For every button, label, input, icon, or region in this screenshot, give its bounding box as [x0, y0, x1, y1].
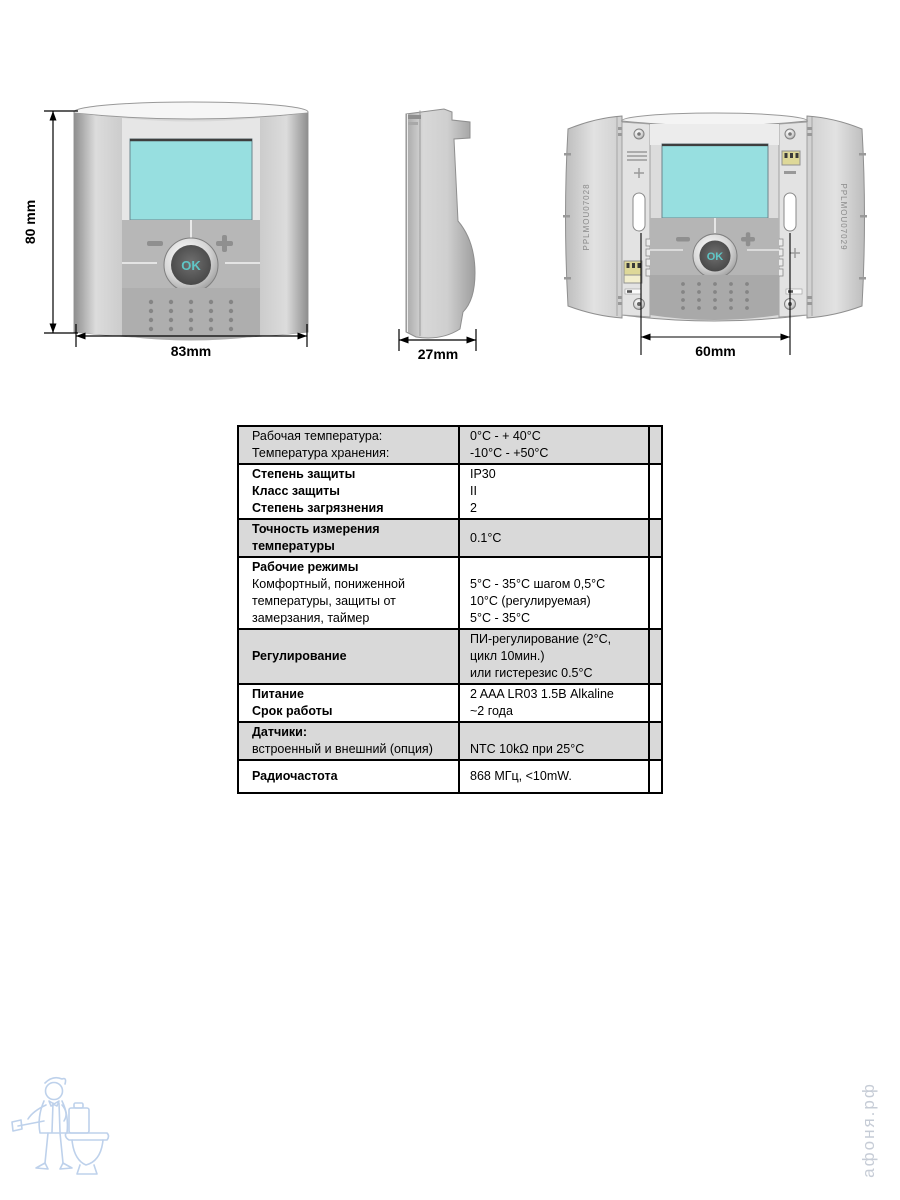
screw-slot	[788, 132, 792, 136]
spec-end-cell	[649, 722, 662, 760]
side-profile	[406, 109, 475, 338]
open-covers-view-drawing	[555, 93, 885, 383]
arrowhead	[50, 111, 57, 121]
polarity-minus-icon	[784, 171, 796, 174]
toilet-bowl	[72, 1140, 103, 1165]
height-dimension-lines	[44, 111, 78, 333]
spec-label-cell: Рабочая температура: Температура хранения:	[238, 426, 459, 464]
label-mark	[627, 290, 632, 293]
spec-value-cell: 0°C - + 40°C -10°C - +50°C	[459, 426, 649, 464]
power-row	[238, 684, 662, 722]
left-side-cap	[74, 113, 122, 336]
arrowhead	[50, 324, 57, 334]
spec-label-cell: Регулирование	[238, 629, 459, 684]
minus-button-icon	[147, 241, 163, 246]
contact-pins	[785, 153, 799, 158]
front-face-top	[650, 124, 779, 145]
spec-end-cell	[649, 557, 662, 629]
watermark-site-text: афоня.рф	[859, 1082, 878, 1178]
spec-end-cell	[649, 426, 662, 464]
latch-detail	[408, 122, 418, 125]
right-side-cap	[260, 113, 308, 336]
minus-button-icon	[676, 237, 690, 242]
spec-label-cell: Радиочастота	[238, 760, 459, 793]
spec-label-cell: Точность измерения температуры	[238, 519, 459, 557]
boots	[36, 1163, 72, 1169]
toilet-seat	[65, 1133, 108, 1140]
arrowhead	[298, 333, 308, 340]
right-cover-wing	[807, 116, 865, 318]
contact-pins	[627, 263, 641, 268]
latch-detail	[408, 115, 421, 119]
protection-row	[238, 464, 662, 519]
spec-end-cell	[649, 629, 662, 684]
lower-face	[122, 288, 260, 341]
mount-dimension-label: 60mm	[695, 343, 736, 359]
spec-value-cell: ПИ-регулирование (2°C, цикл 10мин.) или гистерезис 0.5°C	[459, 629, 649, 684]
right-cover-part-number: PPLMOU07029	[839, 183, 848, 251]
operating-modes-row	[238, 557, 662, 629]
accuracy-row	[238, 519, 662, 557]
arrowhead	[641, 334, 651, 341]
lcd-screen	[130, 139, 252, 220]
spec-value-cell: 0.1°C	[459, 519, 649, 557]
side-view-drawing	[385, 93, 495, 383]
arrowhead	[781, 334, 791, 341]
spec-label-cell: Рабочие режимы Комфортный, пониженной температуры, защиты от замерзания, таймер	[238, 557, 459, 629]
width-dimension-label: 83mm	[170, 343, 212, 359]
spec-table	[237, 425, 663, 794]
spec-label-cell: Датчики: встроенный и внешний (опция)	[238, 722, 459, 760]
ok-button-label: OK	[181, 258, 201, 273]
sensors-row	[238, 722, 662, 760]
lower-face	[650, 275, 779, 320]
ok-button-label: OK	[706, 251, 724, 263]
spec-value-cell: NTC 10kΩ при 25°C	[459, 722, 649, 760]
lcd-screen	[662, 144, 768, 218]
spec-label-cell: Степень защиты Класс защиты Степень загрязнения	[238, 464, 459, 519]
spec-label-cell: Питание Срок работы	[238, 684, 459, 722]
spec-end-cell	[649, 684, 662, 722]
mounting-keyhole	[784, 193, 796, 231]
left-cover-part-number: PPLMOU07028	[582, 183, 591, 251]
arrowhead	[399, 337, 409, 344]
spec-value-cell: 5°C - 35°C шагом 0,5°C 10°C (регулируемая) 5°C - 35°C	[459, 557, 649, 629]
jacket-lapels	[52, 1103, 60, 1132]
front-view-drawing	[20, 93, 320, 383]
depth-dimension-label: 27mm	[417, 346, 459, 362]
arrowhead	[467, 337, 477, 344]
head	[46, 1083, 63, 1100]
arm	[28, 1105, 46, 1119]
screw-slot	[637, 132, 641, 136]
mounting-keyhole	[633, 193, 645, 231]
spec-end-cell	[649, 760, 662, 793]
spec-end-cell	[649, 519, 662, 557]
battery-contact-base	[624, 275, 642, 283]
spec-value-cell: 2 AAA LR03 1.5В Alkaline ~2 года	[459, 684, 649, 722]
legs	[45, 1133, 63, 1163]
left-cover-wing	[566, 116, 623, 318]
flush-button	[74, 1103, 83, 1108]
spec-value-cell: IP30 II 2	[459, 464, 649, 519]
toilet-tank	[69, 1108, 89, 1133]
regulation-row	[238, 629, 662, 684]
temperature-range-row	[238, 426, 662, 464]
bow-tie-icon	[49, 1101, 59, 1106]
spec-end-cell	[649, 464, 662, 519]
height-dimension-label: 80 mm	[22, 199, 38, 245]
spec-value-cell: 868 МГц, <10mW.	[459, 760, 649, 793]
screw-slot	[637, 302, 641, 306]
radio-frequency-row	[238, 760, 662, 793]
watermark-plumber-logo	[8, 1070, 120, 1195]
toilet-base	[77, 1165, 97, 1174]
